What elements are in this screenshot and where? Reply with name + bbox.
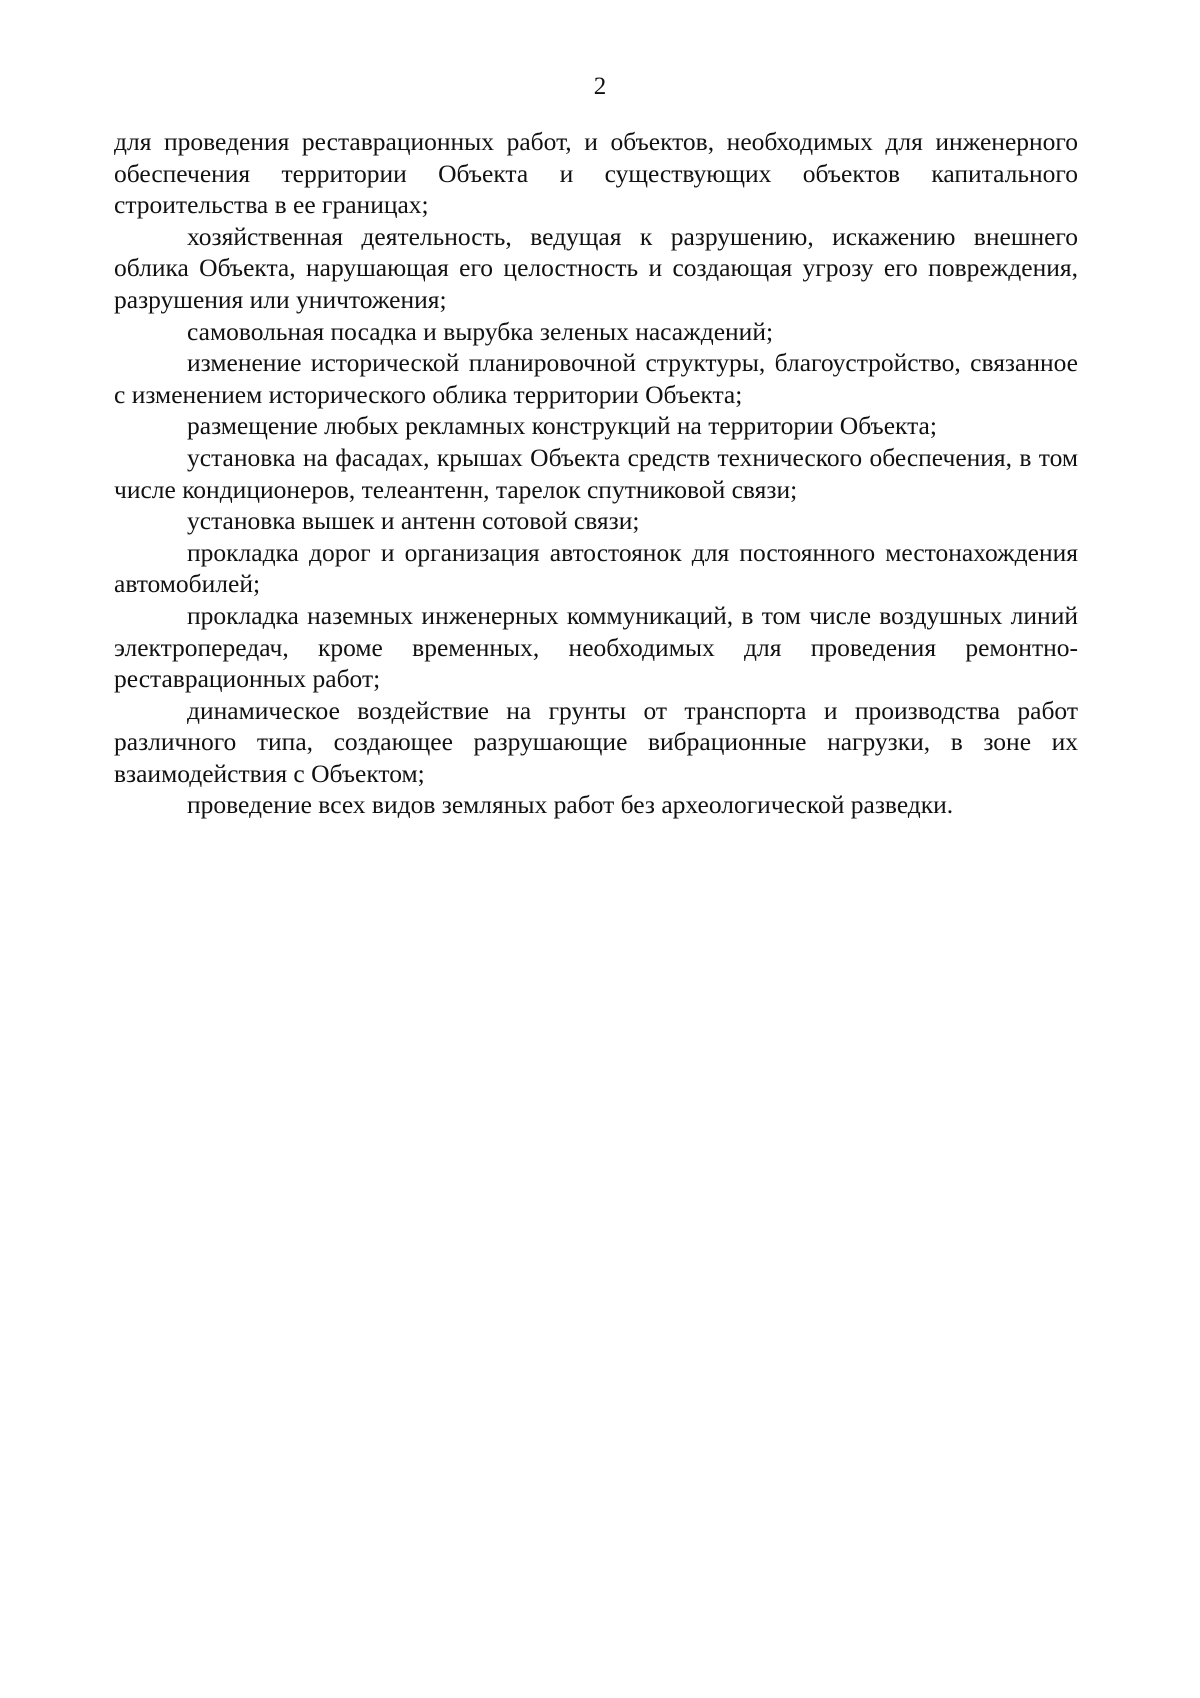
paragraph-dynamic-impact: динамическое воздействие на грунты от транспорта и производства работ различного типа, создающее разрушающие вибрационные нагрузки, в зоне их взаимодействия с Объектом; [114, 695, 1078, 788]
paragraph-utilities: прокладка наземных инженерных коммуникаций, в том числе воздушных линий электропередач, кроме временных, необходимых для проведения ремонтно-реставрационных работ; [114, 600, 1078, 694]
paragraph-planning-structure: изменение исторической планировочной структуры, благоустройство, связанное с изменением исторического облика территории Объекта; [114, 348, 1078, 409]
page-number: 2 [593, 73, 607, 100]
paragraph-facade-equipment: установка на фасадах, крышах Объекта средств технического обеспечения, в том числе кондиционеров, телеантенн, тарелок спутниковой связи; [114, 442, 1078, 504]
paragraph-continuation: для проведения реставрационных работ, и объектов, необходимых для инженерного обеспечения территории Объекта и существующих объектов капитального строительства в ее границах; [114, 127, 1078, 220]
paragraph-advertising: размещение любых рекламных конструкций на территории Объекта; [187, 411, 937, 441]
paragraph-economic-activity: хозяйственная деятельность, ведущая к разрушению, искажению внешнего облика Объекта, нарушающая его целостность и создающая угрозу его повреждения, разрушения или уничтожения; [114, 221, 1078, 314]
paragraph-planting: самовольная посадка и вырубка зеленых насаждений; [187, 316, 774, 346]
document-body [114, 126, 1078, 821]
paragraph-earthworks: проведение всех видов земляных работ без археологической разведки. [187, 790, 954, 820]
paragraph-cell-towers: установка вышек и антенн сотовой связи; [187, 506, 640, 536]
paragraph-roads-parking: прокладка дорог и организация автостоянок для постоянного местонахождения автомобилей; [114, 537, 1078, 599]
